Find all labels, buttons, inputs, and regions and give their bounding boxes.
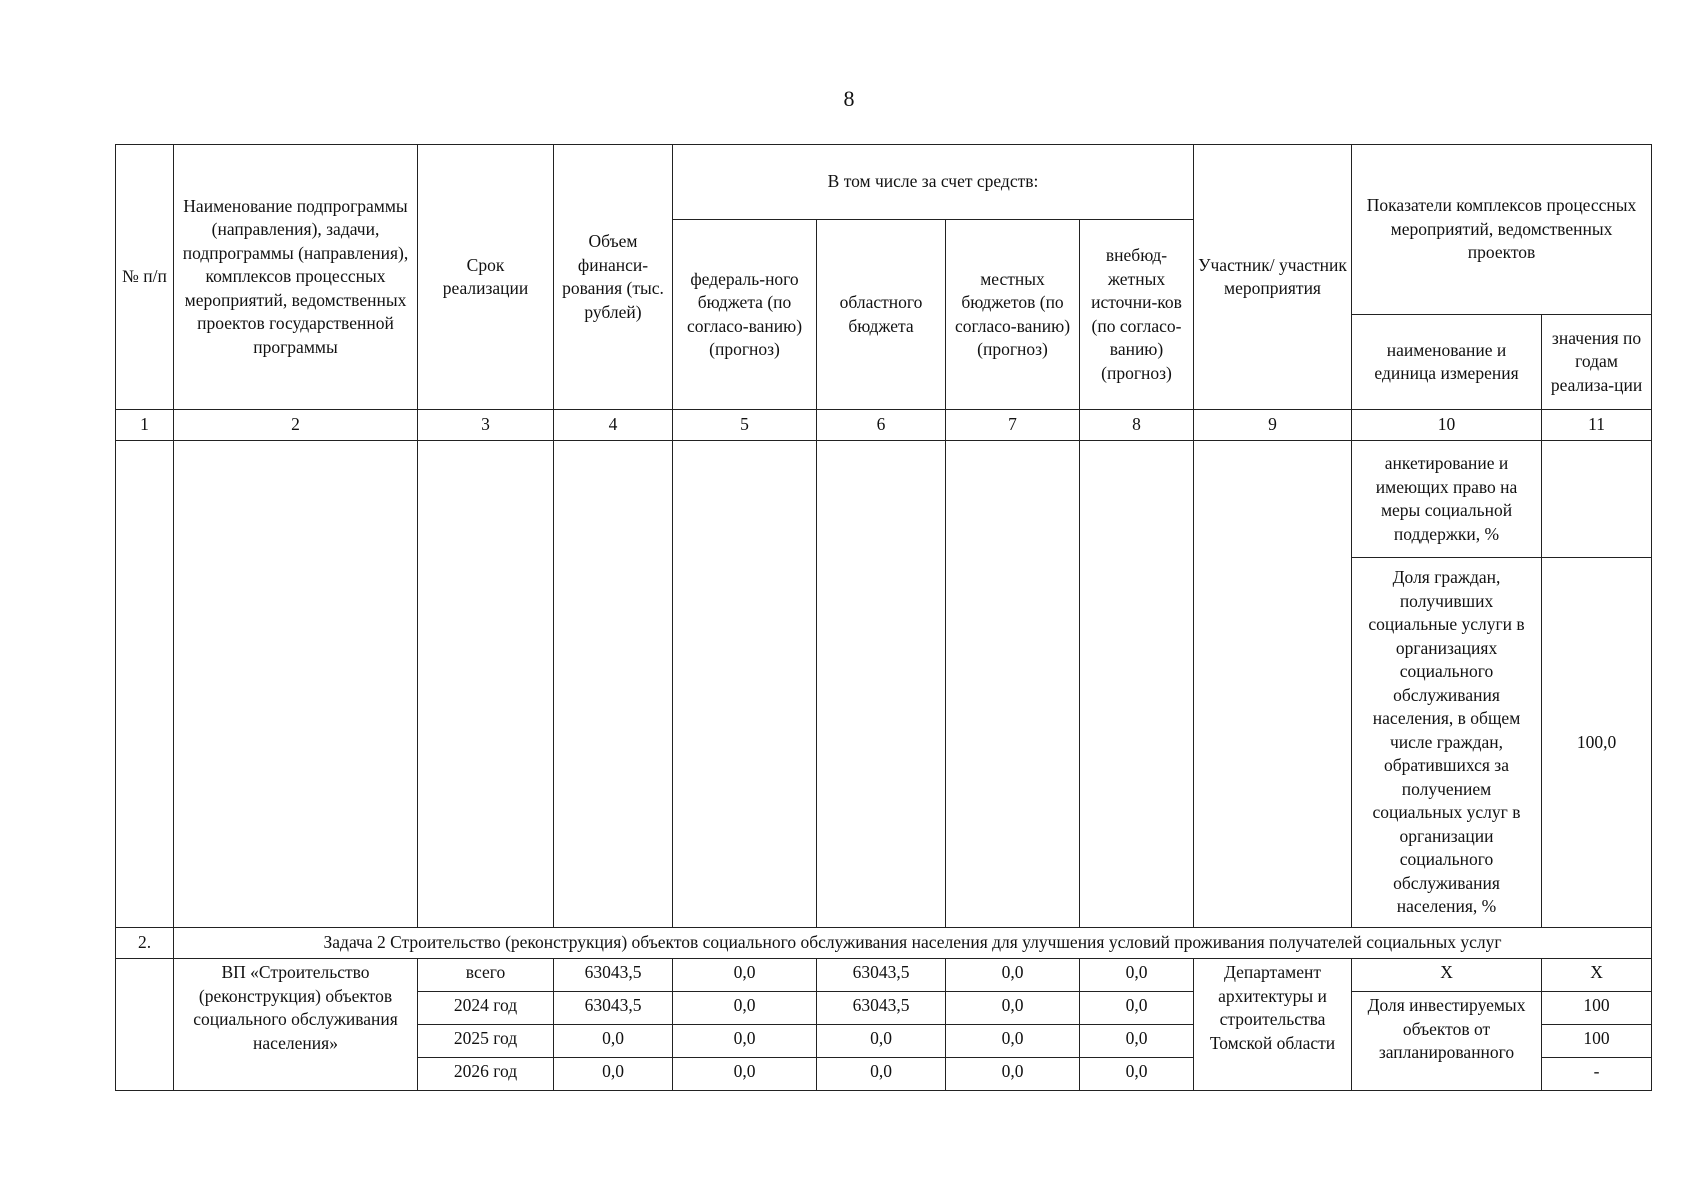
vp-regional: 0,0 (817, 1025, 946, 1058)
vp-federal: 0,0 (673, 1025, 817, 1058)
header-extrabudgetary: внебюд-жетных источни-ков (по согласо-ванию) (прогноз) (1080, 220, 1194, 410)
vp-period: 2025 год (418, 1025, 554, 1058)
indicator-value: - (1542, 1058, 1652, 1091)
indicator-name: анкетирование и имеющих право на меры социальной поддержки, % (1352, 441, 1542, 558)
indicator-value (1542, 441, 1652, 558)
column-numbers-row (116, 410, 1652, 441)
page-number: 8 (843, 86, 855, 111)
vp-local: 0,0 (946, 1025, 1080, 1058)
vp-period: 2026 год (418, 1058, 554, 1091)
column-number: 9 (1194, 410, 1352, 441)
header-indicators-group: Показатели комплексов процессных мероприятий, ведомственных проектов (1352, 145, 1652, 315)
vp-name: ВП «Строительство (реконструкция) объектов социального обслуживания населения» (174, 959, 418, 1091)
header-indicator-name: наименование и единица измерения (1352, 315, 1542, 410)
indicator-header-mark: Х (1542, 959, 1652, 992)
header-regional: областного бюджета (817, 220, 946, 410)
task-row (116, 928, 1652, 959)
header-funds-group: В том числе за счет средств: (673, 145, 1194, 220)
vp-extrabudgetary: 0,0 (1080, 1025, 1194, 1058)
vp-extrabudgetary: 0,0 (1080, 1058, 1194, 1091)
vp-regional: 0,0 (817, 1058, 946, 1091)
program-table (115, 144, 1652, 1091)
vp-total: 0,0 (554, 1025, 673, 1058)
vp-period: всего (418, 959, 554, 992)
vp-federal: 0,0 (673, 959, 817, 992)
indicator-name: Доля граждан, получивших социальные услуги в организациях социального обслуживания населения, в общем числе граждан, обратившихся за получением социальных услуг в организации социального обслуживания населения, % (1352, 558, 1542, 928)
indicator-header-mark: Х (1352, 959, 1542, 992)
vp-period: 2024 год (418, 992, 554, 1025)
column-number: 10 (1352, 410, 1542, 441)
header-local: местных бюджетов (по согласо-ванию) (прогноз) (946, 220, 1080, 410)
vp-local: 0,0 (946, 959, 1080, 992)
vp-local: 0,0 (946, 992, 1080, 1025)
column-number: 7 (946, 410, 1080, 441)
column-number: 1 (116, 410, 174, 441)
header-federal: федераль-ного бюджета (по согласо-ванию) (прогноз) (673, 220, 817, 410)
vp-local: 0,0 (946, 1058, 1080, 1091)
header-program-name: Наименование подпрограммы (направления), задачи, подпрограммы (направления), комплексов процессных мероприятий, ведомственных проектов государственной программы (174, 145, 418, 410)
vp-extrabudgetary: 0,0 (1080, 992, 1194, 1025)
task-number: 2. (116, 928, 174, 959)
column-number: 3 (418, 410, 554, 441)
vp-participant: Департамент архитектуры и строительства Томской области (1194, 959, 1352, 1091)
indicator-value: 100 (1542, 992, 1652, 1025)
vp-regional: 63043,5 (817, 959, 946, 992)
header-indicator-values: значения по годам реализа-ции (1542, 315, 1652, 410)
column-number: 11 (1542, 410, 1652, 441)
column-number: 6 (817, 410, 946, 441)
vp-federal: 0,0 (673, 992, 817, 1025)
header-volume: Объем финанси-рования (тыс. рублей) (554, 145, 673, 410)
header-row (116, 145, 1652, 220)
indicator-value: 100,0 (1542, 558, 1652, 928)
column-number: 5 (673, 410, 817, 441)
column-number: 2 (174, 410, 418, 441)
vp-total: 0,0 (554, 1058, 673, 1091)
vp-federal: 0,0 (673, 1058, 817, 1091)
task-title: Задача 2 Строительство (реконструкция) объектов социального обслуживания населения для улучшения условий проживания получателей социальных услуг (174, 928, 1652, 959)
table-row (116, 441, 1652, 558)
column-number: 8 (1080, 410, 1194, 441)
column-number: 4 (554, 410, 673, 441)
vp-extrabudgetary: 0,0 (1080, 959, 1194, 992)
vp-total: 63043,5 (554, 959, 673, 992)
indicator-name: Доля инвестируемых объектов от запланированного (1352, 992, 1542, 1091)
vp-total: 63043,5 (554, 992, 673, 1025)
header-period: Срок реализации (418, 145, 554, 410)
vp-regional: 63043,5 (817, 992, 946, 1025)
vp-row (116, 959, 1652, 992)
indicator-value: 100 (1542, 1025, 1652, 1058)
header-number: № п/п (116, 145, 174, 410)
header-participant: Участник/ участник мероприятия (1194, 145, 1352, 410)
